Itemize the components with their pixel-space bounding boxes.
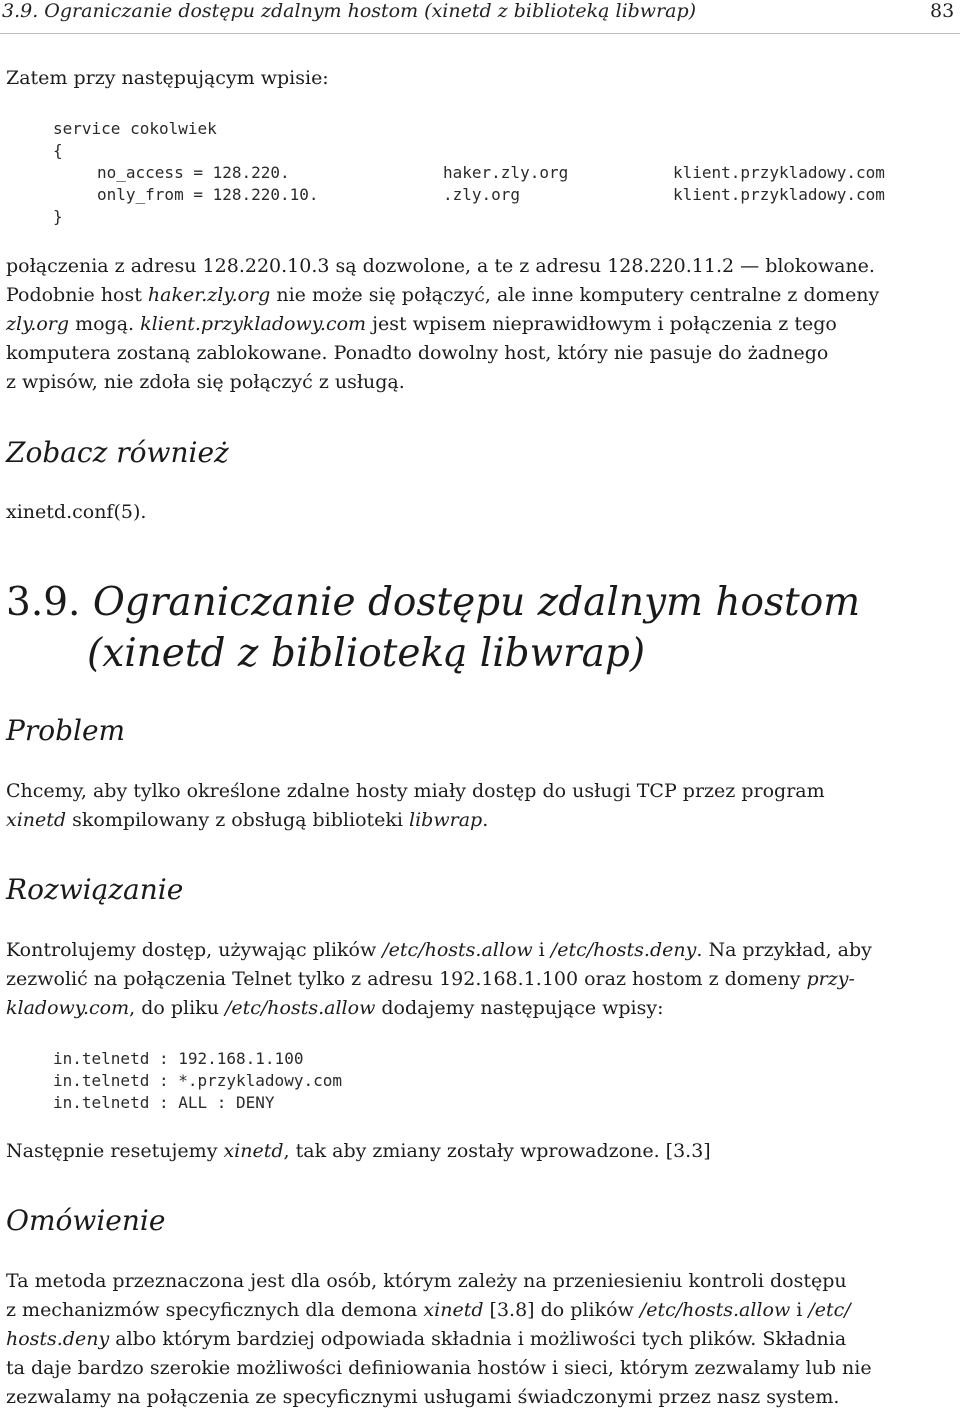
text-line: połączenia z adresu 128.220.10.3 są dozwolone, a te z adresu 128.220.11.2 — blokowane.: [6, 255, 875, 277]
text-run: i: [790, 1299, 809, 1321]
code-line: }: [53, 207, 63, 226]
file-path: /etc/: [808, 1299, 851, 1321]
text-line: z wpisów, nie zdoła się połączyć z usługą.: [6, 371, 405, 393]
text-line: Ta metoda przeznaczona jest dla osób, którym zależy na przeniesieniu kontroli dostępu: [6, 1270, 847, 1292]
intro-paragraph: Zatem przy następującym wpisie:: [6, 67, 329, 89]
text-run: jest wpisem nieprawidłowym i połączenia z tego: [366, 313, 837, 335]
text-line: [6, 310, 837, 339]
discussion-heading: Omówienie: [6, 1204, 166, 1237]
code-line: in.telnetd : 192.168.1.100: [53, 1049, 304, 1068]
text-line: Chcemy, aby tylko określone zdalne hosty miały dostęp do usługi TCP przez program: [6, 780, 825, 802]
hostname: haker.zly.org: [147, 284, 271, 306]
running-header-title: 3.9. Ograniczanie dostępu zdalnym hostom (xinetd z biblioteką libwrap): [2, 0, 697, 22]
text-run: Podobnie host: [6, 284, 148, 306]
solution-heading: Rozwiązanie: [6, 873, 184, 906]
file-path: /etc/hosts.allow: [224, 997, 376, 1019]
text-line: [6, 936, 872, 965]
text-run: [3.8] do plików: [483, 1299, 640, 1321]
text-run: , do pliku: [129, 997, 225, 1019]
domain-name: kladowy.com: [6, 997, 130, 1019]
text-line: ta daje bardzo szerokie możliwości definiowania hostów i sieci, którym zezwalamy lub nie: [6, 1357, 872, 1379]
text-line: [6, 1137, 711, 1166]
domain-name: zly.org: [6, 313, 70, 335]
section-title: [6, 580, 860, 625]
text-run: Kontrolujemy dostęp, używając plików: [6, 939, 383, 961]
text-run: z mechanizmów specyficznych dla demona: [6, 1299, 424, 1321]
text-run: nie może się połączyć, ale inne komputery centralne z domeny: [270, 284, 880, 306]
domain-name: przy-: [806, 968, 855, 990]
text-run: . Na przykład, aby: [696, 939, 872, 961]
code-line: in.telnetd : ALL : DENY: [53, 1093, 275, 1112]
file-path: /etc/hosts.allow: [382, 939, 533, 961]
section-title-line: Ograniczanie dostępu zdalnym hostom: [92, 580, 861, 625]
see-also-heading: Zobacz również: [6, 436, 229, 469]
page-number: 83: [930, 0, 955, 22]
text-line: komputera zostaną zablokowane. Ponadto dowolny host, który nie pasuje do żadnego: [6, 342, 829, 364]
file-path: hosts.deny: [6, 1328, 110, 1350]
text-run: albo którym bardziej odpowiada składnia i możliwości tych plików. Składnia: [109, 1328, 847, 1350]
code-line: klient.przykladowy.com: [673, 185, 885, 204]
code-line: service cokolwiek: [53, 119, 217, 138]
code-line: klient.przykladowy.com: [673, 163, 885, 182]
code-line: in.telnetd : *.przykladowy.com: [53, 1071, 342, 1090]
text-line: [6, 806, 488, 835]
text-run: i: [532, 939, 551, 961]
file-path: /etc/hosts.deny: [550, 939, 697, 961]
see-also-reference: xinetd.conf(5).: [6, 501, 147, 523]
text-line: [6, 1296, 851, 1325]
program-name: xinetd: [223, 1140, 284, 1162]
section-title-line: (xinetd z biblioteką libwrap): [87, 631, 646, 676]
problem-heading: Problem: [6, 714, 126, 747]
program-name: xinetd: [423, 1299, 484, 1321]
code-line: {: [53, 141, 63, 160]
program-name: xinetd: [6, 809, 67, 831]
hostname: klient.przykladowy.com: [140, 313, 367, 335]
text-line: [6, 965, 855, 994]
code-line: only_from = 128.220.10.: [97, 185, 319, 204]
text-run: .: [482, 809, 489, 831]
file-path: /etc/hosts.allow: [639, 1299, 791, 1321]
text-run: , tak aby zmiany zostały wprowadzone. [3.3]: [283, 1140, 711, 1162]
text-line: [6, 994, 664, 1023]
code-line: haker.zly.org: [443, 163, 569, 182]
code-line: .zly.org: [443, 185, 521, 204]
text-run: Następnie resetujemy: [6, 1140, 224, 1162]
text-line: [6, 281, 879, 310]
code-line: no_access = 128.220.: [97, 163, 290, 182]
section-number: 3.9.: [6, 580, 81, 625]
text-run: dodajemy następujące wpisy:: [375, 997, 664, 1019]
header-rule: [0, 33, 960, 34]
text-line: [6, 1325, 846, 1354]
library-name: libwrap: [409, 809, 483, 831]
text-line: zezwalamy na połączenia ze specyficznymi usługami świadczonymi przez nasz system.: [6, 1386, 840, 1408]
text-run: zezwolić na połączenia Telnet tylko z adresu 192.168.1.100 oraz hostom z domeny: [6, 968, 807, 990]
text-run: mogą.: [69, 313, 141, 335]
text-run: skompilowany z obsługą biblioteki: [66, 809, 410, 831]
